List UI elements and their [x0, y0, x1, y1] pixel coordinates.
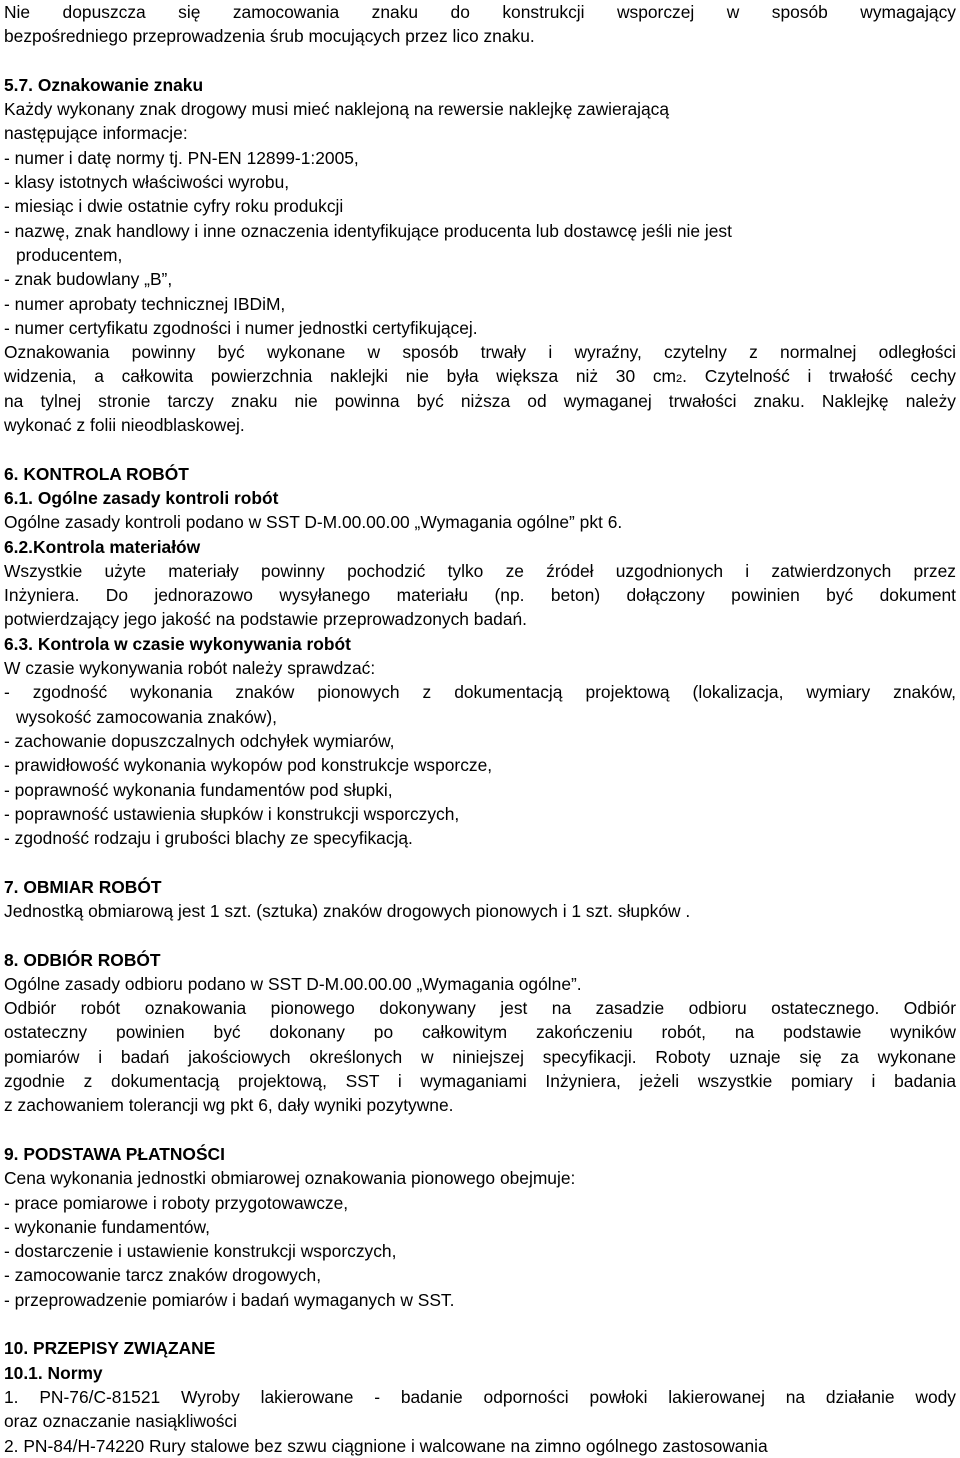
paragraph-line: Wszystkie użyte materiały powinny pochodzić tylko ze źródeł uzgodnionych i zatwierdzonych przez: [4, 560, 956, 581]
paragraph-line: ostateczny powinien być dokonany po całkowitym zakończeniu robót, na podstawie wyników: [4, 1022, 956, 1043]
list-item: - zgodność rodzaju i grubości blachy ze specyfikacją.: [4, 828, 413, 849]
paragraph-line: zgodnie z dokumentacją projektową, SST i wymaganiami Inżyniera, jeżeli wszystkie pomiary i badania: [4, 1071, 956, 1092]
list-item: - poprawność wykonania fundamentów pod słupki,: [4, 779, 393, 800]
section-heading-7: 7. OBMIAR ROBÓT: [4, 876, 162, 897]
list-item: - zgodność wykonania znaków pionowych z dokumentacją projektową (lokalizacja, wymiary znaków,: [4, 682, 956, 703]
lead-line: Każdy wykonany znak drogowy musi mieć naklejoną na rewersie naklejkę zawierającą: [4, 99, 670, 120]
paragraph-line: Odbiór robót oznakowania pionowego dokonywany jest na zasadzie odbioru ostatecznego. Odbiór: [4, 998, 956, 1019]
list-item: - numer aprobaty technicznej IBDiM,: [4, 293, 286, 314]
list-item-continuation: wysokość zamocowania znaków),: [16, 706, 277, 727]
paragraph-line: Cena wykonania jednostki obmiarowej oznakowania pionowego obejmuje:: [4, 1168, 576, 1189]
list-item: - klasy istotnych właściwości wyrobu,: [4, 172, 290, 193]
section-heading-6: 6. KONTROLA ROBÓT: [4, 463, 189, 484]
list-item: - zamocowanie tarcz znaków drogowych,: [4, 1265, 322, 1286]
section-heading-10: 10. PRZEPISY ZWIĄZANE: [4, 1338, 216, 1359]
subsection-heading-6-1: 6.1. Ogólne zasady kontroli robót: [4, 487, 279, 508]
paragraph-line: widzenia, a całkowita powierzchnia naklejki nie była większa niż 30 cm2. Czytelność i trwałość cechy: [4, 366, 956, 387]
list-item: - nazwę, znak handlowy i inne oznaczenia identyfikujące producenta lub dostawcę jeśli nie jest: [4, 220, 732, 241]
list-item: - poprawność ustawienia słupków i konstrukcji wsporczych,: [4, 803, 460, 824]
intro-line: bezpośredniego przeprowadzenia śrub mocujących przez lico znaku.: [4, 26, 535, 47]
list-item: - wykonanie fundamentów,: [4, 1216, 210, 1237]
paragraph-line: wykonać z folii nieodblaskowej.: [4, 415, 245, 436]
section-heading-5-7: 5.7. Oznakowanie znaku: [4, 74, 204, 95]
section-heading-9: 9. PODSTAWA PŁATNOŚCI: [4, 1143, 225, 1164]
paragraph-line: na tylnej stronie tarczy znaku nie powinna być niższa od wymaganej trwałości znaku. Naklejkę należy: [4, 390, 956, 411]
list-item: - zachowanie dopuszczalnych odchyłek wymiarów,: [4, 730, 395, 751]
subsection-heading-6-3: 6.3. Kontrola w czasie wykonywania robót: [4, 633, 351, 654]
paragraph-line: Ogólne zasady odbioru podano w SST D-M.00.00.00 „Wymagania ogólne”.: [4, 973, 582, 994]
paragraph-line: z zachowaniem tolerancji wg pkt 6, dały wyniki pozytywne.: [4, 1095, 454, 1116]
norm-item: 2. PN-84/H-74220 Rury stalowe bez szwu ciągnione i walcowane na zimno ogólnego zastosowania: [4, 1435, 768, 1456]
norm-item-continuation: oraz oznaczanie nasiąkliwości: [4, 1411, 237, 1432]
paragraph-line: Oznakowania powinny być wykonane w sposób trwały i wyraźny, czytelny z normalnej odległości: [4, 342, 956, 363]
list-item: - numer i datę normy tj. PN-EN 12899-1:2005,: [4, 147, 359, 168]
norm-item: 1. PN-76/C-81521 Wyroby lakierowane - badanie odporności powłoki lakierowanej na działanie wody: [4, 1386, 956, 1407]
paragraph-line: Jednostką obmiarową jest 1 szt. (sztuka) znaków drogowych pionowych i 1 szt. słupków .: [4, 900, 691, 921]
paragraph-line: pomiarów i badań jakościowych określonych w niniejszej specyfikacji. Roboty uznaje się za wykonane: [4, 1046, 956, 1067]
list-item: - przeprowadzenie pomiarów i badań wymaganych w SST.: [4, 1289, 455, 1310]
subsection-heading-10-1: 10.1. Normy: [4, 1362, 103, 1383]
list-item: - znak budowlany „B”,: [4, 269, 173, 290]
lead-line: następujące informacje:: [4, 123, 188, 144]
list-item-continuation: producentem,: [16, 244, 123, 265]
section-heading-8: 8. ODBIÓR ROBÓT: [4, 949, 161, 970]
list-item: - dostarczenie i ustawienie konstrukcji wsporczych,: [4, 1241, 397, 1262]
list-item: - numer certyfikatu zgodności i numer jednostki certyfikującej.: [4, 317, 478, 338]
subsection-heading-6-2: 6.2.Kontrola materiałów: [4, 536, 201, 557]
intro-line: Nie dopuszcza się zamocowania znaku do konstrukcji wsporczej w sposób wymagający: [4, 2, 956, 22]
list-item: - prace pomiarowe i roboty przygotowawcze,: [4, 1192, 349, 1213]
paragraph-line: W czasie wykonywania robót należy sprawdzać:: [4, 658, 376, 679]
list-item: - prawidłowość wykonania wykopów pod konstrukcje wsporcze,: [4, 755, 493, 776]
superscript: 2: [676, 373, 683, 386]
paragraph-line: Ogólne zasady kontroli podano w SST D-M.00.00.00 „Wymagania ogólne” pkt 6.: [4, 512, 623, 533]
list-item: - miesiąc i dwie ostatnie cyfry roku produkcji: [4, 196, 344, 217]
paragraph-line: potwierdzający jego jakość na podstawie przeprowadzonych badań.: [4, 609, 528, 630]
document-page: [4, 0, 956, 1458]
paragraph-line: Inżyniera. Do jednorazowo wysyłanego materiału (np. beton) dołączony powinien być dokument: [4, 585, 956, 606]
